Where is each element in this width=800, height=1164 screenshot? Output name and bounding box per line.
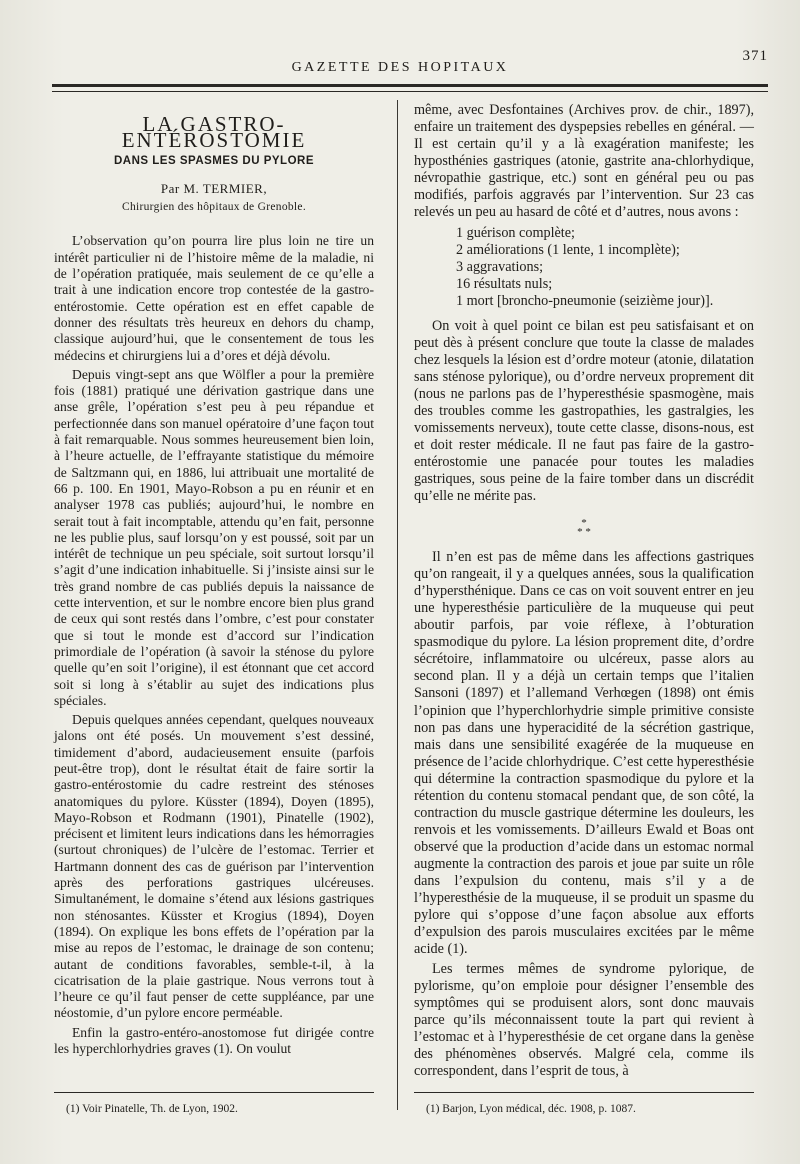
author-byline: Par M. TERMIER, [160, 180, 268, 196]
paragraph: Les termes mêmes de syndrome pylorique, de pylorisme, qu’on emploie pour désigner l’ensemble des symptômes qui se produisent alors, sont donc mauvais parce qu’ils méconnaissent toute la part qui revient à l’estomac et à l’hyperesthésie de cet organe dans la genèse des phénomènes observés. Malgré cela, comme ils correspondent, dans l’esprit de tous, à [414, 960, 754, 1079]
running-head: GAZETTE DES HOPITAUX [291, 60, 509, 75]
list-item: 1 mort [broncho-pneumonie (seizième jour)]. [456, 293, 714, 310]
list-item: 2 améliorations (1 lente, 1 incomplète); [456, 242, 680, 259]
column-separator [397, 100, 398, 1110]
article-subtitle: DANS LES SPASMES DU PYLORE [113, 154, 314, 167]
paragraph: même, avec Desfontaines (Archives prov. de chir., 1897), enfaire un traitement des dyspepsies rebelles en général. — Il est certain qu’il y a là exagération manifeste; les hyposthénies gastriques (atonie, gastrite ana-chlorhydique, névropathie gastrique, etc.) sont en général peu ou pas modifiés, parfois aggravés par l’intervention. Sur 23 cas relevés un peu au hasard de côté et d’autres, nous avons : [414, 102, 754, 221]
list-item: 1 guérison complète; [456, 225, 575, 242]
footnote-rule [414, 1092, 754, 1093]
results-list [414, 225, 754, 310]
section-asterism: * * * [577, 517, 591, 539]
footnote-left: (1) Voir Pinatelle, Th. de Lyon, 1902. [66, 1103, 238, 1115]
header-rule-thick [52, 84, 768, 87]
paragraph: Depuis quelques années cependant, quelques nouveaux jalons ont été posés. Un mouvement s’est dessiné, timidement d’abord, audacieusement ensuite (parfois peut-être trop), dont le résultat était de faire sortir la gastro-entérostomie du cadre restreint des sténoses anatomiques du pylore. Küsster (1894), Doyen (1895), Mayo-Robson et Rodmann (1901), Pinatelle (1902), précisent et limitent leurs indications dans les hémorragies (surtout chroniques) de l’ulcère de l’estomac. Terrier et Hartmann donnent des cas de guérison par l’intervention après des perforations gastriques ulcéreuses. Simultanément, le domaine s’étend aux lésions gastriques non sténosantes. Küsster et Krogius (1894), Doyen (1894). On explique les bons effets de l’opération par la mise au repos de l’estomac, le drainage de son contenu; autant de conditions favorables, semble-t-il, à la cicatrisation de la plaie gastrique. Nous verrons tout à l’heure ce qu’il faut penser de cette suppléance, par une néostomie, d’un pylore encore perméable. [54, 712, 374, 1021]
right-column [414, 102, 754, 1083]
page-number: 371 [742, 48, 768, 64]
list-item: 3 aggravations; [456, 259, 544, 276]
list-item: 16 résultats nuls; [456, 276, 553, 293]
paragraph: Depuis vingt-sept ans que Wölfler a pour la première fois (1881) pratiqué une dérivation gastrique dans une anse grêle, l’opération s’est peu à peu répandue et perfectionnée dans son manuel opératoire d’une façon tout à fait remarquable. Nous sommes heureusement bien loin, à l’heure actuelle, de l’effrayante statistique du mémoire de Saltzmann qui, en 1886, lui attribuait une mortalité de 66 p. 100. En 1901, Mayo-Robson a pu en réunir et en analyser 1978 cas publiés; aujourd’hui, le nombre en serait tout à fait incomptable, attendu qu’en fait, personne ne les publie plus, sauf lorsqu’on y est poussé, soit par un intérêt de technique un peu spéciale, soit surtout lorsqu’il s’agit d’une indication inhabituelle. Si j’insiste ainsi sur le très grand nombre de cas publiés depuis la naissance de cette intervention, et sur le nombre encore bien plus grand de ceux qui sont restés dans l’ombre, c’est pour constater que si tout le monde est d’accord sur l’indication primordiale de l’opération (à savoir la sténose du pylore quelle qu’en soit l’origine), il est étonnant que cet accord soit si long à s’établir au sujet des indications plus spéciales. [54, 366, 374, 708]
article-title: LA GASTRO-ENTÉROSTOMIE [121, 112, 307, 153]
paragraph: Enfin la gastro-entéro-anostomose fut dirigée contre les hyperchlorhydries graves (1). On voulut [54, 1024, 374, 1057]
paragraph: Il n’en est pas de même dans les affections gastriques qu’on rangeait, il y a quelques années, sous la qualification d’hypersthénique. Dans ce cas on voit souvent entrer en jeu une hyperesthésie particulière de la muqueuse qui peut aboutir parfois, par voie réflexe, à l’obturation spasmodique du pylore. La lésion proprement dite, d’ordre sécrétoire, inflammatoire ou ulcéreux, passe alors au second plan. Il y a déjà un certain temps que l’italien Sansoni (1897) et l’allemand Verhœgen (1898) ont émis l’opinion que l’hyperchlorhydrie simple primitive consiste non pas dans une hyperacidité de la sécrétion gastrique, mais dans une sensibilité exagérée de la muqueuse en présence de l’acide chlorhydrique. C’est cette hyperesthésie qui détermine la contraction spasmodique du pylore et la rétention du contenu stomacal pendant que, de son côté, la contraction du muscle gastrique détermine les douleurs, les renvois et les vomissements. D’ailleurs Ewald et Boas ont observé que la production d’acide dans un estomac normal augmente la contraction des parois et joue par suite un rôle dans l’expulsion du contenu, mais s’il y a de l’hyperesthésie de la muqueuse, il se produit un spasme du pylore qui s’oppose d’une façon absolue aux efforts d’expulsion des parois musculaires excitées par le même acide (1). [414, 549, 754, 957]
paragraph: On voit à quel point ce bilan est peu satisfaisant et on peut dès à présent conclure que toute la classe de malades chez lesquels la lésion est d’ordre moteur (atonie, dilatation sans sténose pylorique), ou d’ordre nerveux proprement dit (nous ne parlons pas de l’hyperesthésie spasmogène, mais des troubles comme les gastropathies, les gastralgies, les vomissements nerveux), toute cette classe, disons-nous, est et doit rester médicale. Il ne faut pas faire de la gastro-entérostomie une panacée pour toutes les maladies gastriques, sous peine de la faire tomber dans un discrédit qu’elle ne mérite pas. [414, 318, 754, 505]
header-rule-thin [52, 91, 768, 92]
paragraph: L’observation qu’on pourra lire plus loin ne tire un intérêt particulier ni de l’histoire même de la maladie, ni de l’opération pratiquée, mais seulement de ce qu’elle a trait à une indication encore trop contestée de la gastro-entérostomie. Cette opération est en effet capable de donner des résultats très heureux en dehors du champ, classique aujourd’hui, que le consentement de tous les médecins et chirurgiens lui a d’ores et déjà dévolu. [54, 233, 374, 363]
author-affiliation: Chirurgien des hôpitaux de Grenoble. [121, 201, 306, 214]
left-column [54, 102, 374, 1060]
footnote-right: (1) Barjon, Lyon médical, déc. 1908, p. 1087. [426, 1103, 636, 1115]
footnote-rule [54, 1092, 374, 1093]
